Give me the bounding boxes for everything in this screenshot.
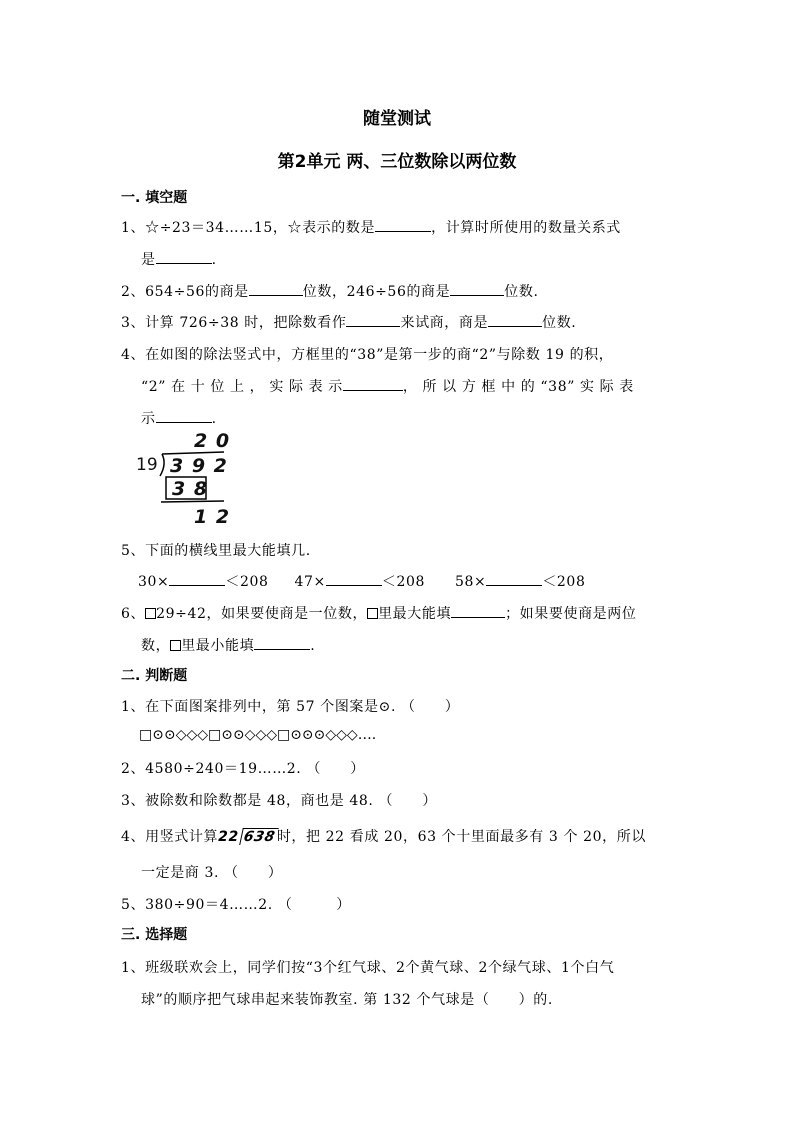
- question-6-line-2: 数， 里最小能填 .: [141, 635, 315, 655]
- question-2: 2、654÷56的商是 位数，246÷56的商是 位数.: [121, 281, 539, 301]
- answer-blank: [451, 603, 505, 618]
- section-heading-multiple-choice: 三. 选择题: [121, 927, 188, 943]
- question-5-items: 30× ＜208 47× ＜208 58× ＜208: [138, 571, 585, 591]
- long-division-figure: [136, 428, 236, 530]
- inline-division-divisor: 22: [218, 829, 239, 845]
- question-5-stem: 5、下面的横线里最大能填几.: [121, 543, 311, 559]
- question-1-line-2: 是 .: [141, 249, 217, 269]
- answer-blank: [156, 408, 212, 423]
- document-title: 随堂测试: [363, 109, 431, 129]
- division-product-boxed: 3 8: [172, 478, 209, 500]
- division-divisor: 19: [136, 455, 158, 475]
- answer-blank: [254, 635, 310, 650]
- section-heading-fill-blank: 一. 填空题: [121, 190, 188, 206]
- tf-question-1-pattern: □⊙⊙◇◇◇□⊙⊙◇◇◇□⊙⊙⊙◇◇◇….: [139, 727, 377, 743]
- question-4-line-3: 示 .: [141, 408, 217, 428]
- tf-question-2: 2、4580÷240＝19……2. （ ）: [121, 761, 365, 777]
- tf-question-4-line-2: 一定是商 3. （ ）: [141, 865, 283, 881]
- question-4-line-1: 4、在如图的除法竖式中，方框里的“38”是第一步的商“2”与除数 19 的积，: [121, 347, 614, 363]
- document-subtitle: 第2单元 两、三位数除以两位数: [277, 152, 517, 172]
- inline-division-dividend: 638: [239, 828, 279, 845]
- mc-question-1-line-1: 1、班级联欢会上，同学们按“3个红气球、2个黄气球、2个绿气球、1个白气: [121, 960, 615, 976]
- question-4-line-2: “2” 在 十 位 上 ， 实 际 表 示 ， 所 以 方 框 中 的 “38” 实 际 表: [141, 376, 634, 396]
- mc-question-1-line-2: 球”的顺序把气球串起来装饰教室. 第 132 个气球是（ ）的.: [141, 992, 553, 1008]
- answer-blank: [343, 376, 403, 391]
- division-remainder: 1 2: [194, 506, 231, 528]
- tf-question-4-line-1: 4、用竖式计算22 638时，把 22 看成 20，63 个十里面最多有 3 个 20，所以: [121, 829, 646, 845]
- empty-box-icon: [367, 608, 378, 619]
- answer-blank: [375, 217, 431, 232]
- division-quotient: 2 0: [194, 430, 231, 452]
- tf-question-5: 5、380÷90＝4……2. （ ）: [121, 897, 351, 913]
- question-6-line-1: 6、 29÷42，如果要使商是一位数， 里最大能填 ；如果要使商是两位: [121, 603, 636, 623]
- empty-box-icon: [145, 608, 156, 619]
- answer-blank: [156, 249, 212, 264]
- answer-blank: [326, 571, 382, 586]
- question-1-line-1: 1、☆÷23＝34……15，☆表示的数是 ，计算时所使用的数量关系式: [121, 217, 621, 237]
- tf-question-1: 1、在下面图案排列中，第 57 个图案是⊙. （ ）: [121, 699, 460, 715]
- answer-blank: [346, 312, 400, 327]
- tf-question-3: 3、被除数和除数都是 48，商也是 48. （ ）: [121, 793, 437, 809]
- question-3: 3、计算 726÷38 时，把除数看作 来试商，商是 位数.: [121, 312, 576, 332]
- division-dividend: 3 9 2: [170, 455, 228, 477]
- answer-blank: [488, 312, 542, 327]
- answer-blank: [249, 281, 303, 296]
- answer-blank: [450, 281, 504, 296]
- answer-blank: [486, 571, 542, 586]
- section-heading-true-false: 二. 判断题: [121, 668, 188, 684]
- answer-blank: [169, 571, 225, 586]
- empty-box-icon: [170, 640, 181, 651]
